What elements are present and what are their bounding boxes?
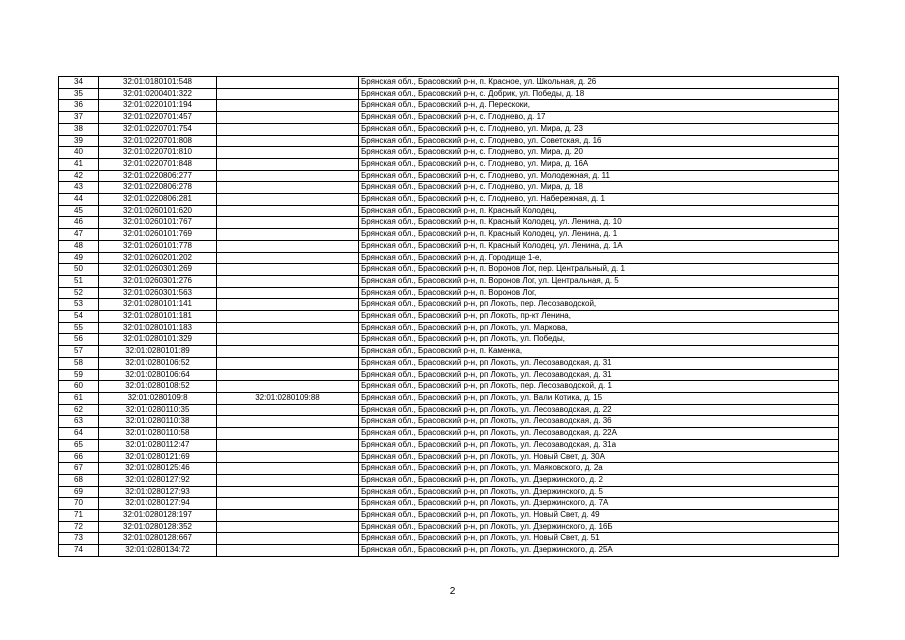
table-row	[59, 451, 839, 463]
page-number: 2	[449, 586, 456, 597]
row-number-cell: 49	[59, 252, 99, 264]
cadastral-number-cell: 32:01:0280110:58	[99, 428, 217, 440]
row-number-cell: 74	[59, 545, 99, 557]
row-number-cell: 66	[59, 451, 99, 463]
linked-cadastral-number-cell	[217, 88, 359, 100]
cadastral-number-cell: 32:01:0280101:89	[99, 346, 217, 358]
linked-cadastral-number-cell	[217, 439, 359, 451]
row-number-cell: 36	[59, 100, 99, 112]
address-cell: Брянская обл., Брасовский р-н, п. Красное, ул. Школьная, д. 26	[359, 77, 839, 89]
cadastral-number-cell: 32:01:0280101:183	[99, 322, 217, 334]
row-number-cell: 38	[59, 123, 99, 135]
row-number-cell: 45	[59, 205, 99, 217]
linked-cadastral-number-cell	[217, 287, 359, 299]
linked-cadastral-number-cell	[217, 123, 359, 135]
linked-cadastral-number-cell	[217, 182, 359, 194]
table-row	[59, 170, 839, 182]
row-number-cell: 72	[59, 521, 99, 533]
table-row	[59, 369, 839, 381]
address-cell: Брянская обл., Брасовский р-н, п. Красный Колодец, ул. Ленина, д. 10	[359, 217, 839, 229]
row-number-cell: 70	[59, 498, 99, 510]
cadastral-number-cell: 32:01:0280127:93	[99, 486, 217, 498]
row-number-cell: 71	[59, 510, 99, 522]
address-cell: Брянская обл., Брасовский р-н, рп Локоть, ул. Вали Котика, д. 15	[359, 392, 839, 404]
cadastral-number-cell: 32:01:0280127:92	[99, 474, 217, 486]
table-row	[59, 346, 839, 358]
linked-cadastral-number-cell	[217, 112, 359, 124]
table-row	[59, 311, 839, 323]
table-row	[59, 77, 839, 89]
linked-cadastral-number-cell	[217, 463, 359, 475]
linked-cadastral-number-cell	[217, 135, 359, 147]
address-cell: Брянская обл., Брасовский р-н, с. Добрик, ул. Победы, д. 18	[359, 88, 839, 100]
table-row	[59, 205, 839, 217]
address-cell: Брянская обл., Брасовский р-н, рп Локоть, ул. Лесозаводская, д. 31а	[359, 439, 839, 451]
linked-cadastral-number-cell	[217, 299, 359, 311]
cadastral-number-cell: 32:01:0260101:778	[99, 240, 217, 252]
cadastral-number-cell: 32:01:0180101:548	[99, 77, 217, 89]
linked-cadastral-number-cell	[217, 77, 359, 89]
linked-cadastral-number-cell	[217, 428, 359, 440]
address-cell: Брянская обл., Брасовский р-н, п. Воронов Лог,	[359, 287, 839, 299]
linked-cadastral-number-cell	[217, 334, 359, 346]
address-cell: Брянская обл., Брасовский р-н, рп Локоть, пер. Лесозаводской,	[359, 299, 839, 311]
property-table-body	[59, 77, 839, 557]
address-cell: Брянская обл., Брасовский р-н, с. Глоднево, ул. Молодежная, д. 11	[359, 170, 839, 182]
row-number-cell: 43	[59, 182, 99, 194]
table-row	[59, 428, 839, 440]
address-cell: Брянская обл., Брасовский р-н, рп Локоть, ул. Лесозаводская, д. 31	[359, 369, 839, 381]
linked-cadastral-number-cell	[217, 100, 359, 112]
cadastral-number-cell: 32:01:0280110:35	[99, 404, 217, 416]
row-number-cell: 58	[59, 357, 99, 369]
table-row	[59, 158, 839, 170]
cadastral-number-cell: 32:01:0280106:52	[99, 357, 217, 369]
row-number-cell: 41	[59, 158, 99, 170]
row-number-cell: 65	[59, 439, 99, 451]
linked-cadastral-number-cell	[217, 451, 359, 463]
cadastral-number-cell: 32:01:0280108:52	[99, 381, 217, 393]
linked-cadastral-number-cell	[217, 205, 359, 217]
linked-cadastral-number-cell	[217, 217, 359, 229]
address-cell: Брянская обл., Брасовский р-н, рп Локоть, ул. Дзержинского, д. 7А	[359, 498, 839, 510]
table-row	[59, 123, 839, 135]
table-row	[59, 88, 839, 100]
cadastral-number-cell: 32:01:0220701:457	[99, 112, 217, 124]
address-cell: Брянская обл., Брасовский р-н, рп Локоть, ул. Лесозаводская, д. 36	[359, 416, 839, 428]
table-row	[59, 474, 839, 486]
linked-cadastral-number-cell	[217, 533, 359, 545]
row-number-cell: 34	[59, 77, 99, 89]
table-row	[59, 334, 839, 346]
row-number-cell: 37	[59, 112, 99, 124]
linked-cadastral-number-cell	[217, 357, 359, 369]
row-number-cell: 67	[59, 463, 99, 475]
table-row	[59, 322, 839, 334]
linked-cadastral-number-cell	[217, 275, 359, 287]
cadastral-number-cell: 32:01:0260301:563	[99, 287, 217, 299]
row-number-cell: 39	[59, 135, 99, 147]
table-row	[59, 404, 839, 416]
row-number-cell: 50	[59, 264, 99, 276]
row-number-cell: 60	[59, 381, 99, 393]
row-number-cell: 56	[59, 334, 99, 346]
address-cell: Брянская обл., Брасовский р-н, п. Красный Колодец, ул. Ленина, д. 1А	[359, 240, 839, 252]
address-cell: Брянская обл., Брасовский р-н, д. Перескоки,	[359, 100, 839, 112]
table-row	[59, 100, 839, 112]
linked-cadastral-number-cell	[217, 486, 359, 498]
cadastral-number-cell: 32:01:0280127:94	[99, 498, 217, 510]
address-cell: Брянская обл., Брасовский р-н, с. Глоднево, ул. Мира, д. 23	[359, 123, 839, 135]
address-cell: Брянская обл., Брасовский р-н, с. Глоднево, ул. Мира, д. 16А	[359, 158, 839, 170]
linked-cadastral-number-cell	[217, 264, 359, 276]
table-row	[59, 416, 839, 428]
cadastral-number-cell: 32:01:0280128:197	[99, 510, 217, 522]
row-number-cell: 42	[59, 170, 99, 182]
cadastral-number-cell: 32:01:0260201:202	[99, 252, 217, 264]
cadastral-number-cell: 32:01:0220806:277	[99, 170, 217, 182]
cadastral-number-cell: 32:01:0220806:281	[99, 194, 217, 206]
row-number-cell: 54	[59, 311, 99, 323]
cadastral-number-cell: 32:01:0280106:64	[99, 369, 217, 381]
address-cell: Брянская обл., Брасовский р-н, рп Локоть, ул. Новый Свет, д. 49	[359, 510, 839, 522]
address-cell: Брянская обл., Брасовский р-н, п. Каменка,	[359, 346, 839, 358]
row-number-cell: 73	[59, 533, 99, 545]
table-row	[59, 112, 839, 124]
table-row	[59, 357, 839, 369]
linked-cadastral-number-cell	[217, 346, 359, 358]
address-cell: Брянская обл., Брасовский р-н, д. Городище 1-е,	[359, 252, 839, 264]
address-cell: Брянская обл., Брасовский р-н, рп Локоть, ул. Маркова,	[359, 322, 839, 334]
table-row	[59, 217, 839, 229]
table-row	[59, 381, 839, 393]
cadastral-number-cell: 32:01:0260101:767	[99, 217, 217, 229]
cadastral-number-cell: 32:01:0220701:754	[99, 123, 217, 135]
address-cell: Брянская обл., Брасовский р-н, рп Локоть, ул. Лесозаводская, д. 31	[359, 357, 839, 369]
cadastral-number-cell: 32:01:0260301:276	[99, 275, 217, 287]
address-cell: Брянская обл., Брасовский р-н, п. Красный Колодец, ул. Ленина, д. 1	[359, 229, 839, 241]
table-row	[59, 463, 839, 475]
address-cell: Брянская обл., Брасовский р-н, рп Локоть, ул. Дзержинского, д. 25А	[359, 545, 839, 557]
cadastral-number-cell: 32:01:0280101:181	[99, 311, 217, 323]
linked-cadastral-number-cell	[217, 404, 359, 416]
cadastral-number-cell: 32:01:0260101:620	[99, 205, 217, 217]
row-number-cell: 63	[59, 416, 99, 428]
row-number-cell: 59	[59, 369, 99, 381]
address-cell: Брянская обл., Брасовский р-н, рп Локоть, ул. Маяковского, д. 2а	[359, 463, 839, 475]
linked-cadastral-number-cell	[217, 252, 359, 264]
linked-cadastral-number-cell	[217, 474, 359, 486]
table-row	[59, 275, 839, 287]
row-number-cell: 46	[59, 217, 99, 229]
row-number-cell: 69	[59, 486, 99, 498]
row-number-cell: 57	[59, 346, 99, 358]
cadastral-number-cell: 32:01:0280121:69	[99, 451, 217, 463]
linked-cadastral-number-cell	[217, 147, 359, 159]
address-cell: Брянская обл., Брасовский р-н, п. Воронов Лог, ул. Центральная, д. 5	[359, 275, 839, 287]
row-number-cell: 55	[59, 322, 99, 334]
address-cell: Брянская обл., Брасовский р-н, с. Глоднево, ул. Мира, д. 18	[359, 182, 839, 194]
cadastral-number-cell: 32:01:0220701:808	[99, 135, 217, 147]
address-cell: Брянская обл., Брасовский р-н, рп Локоть, пер. Лесозаводской, д. 1	[359, 381, 839, 393]
row-number-cell: 47	[59, 229, 99, 241]
address-cell: Брянская обл., Брасовский р-н, рп Локоть, ул. Лесозаводская, д. 22А	[359, 428, 839, 440]
table-row	[59, 486, 839, 498]
linked-cadastral-number-cell	[217, 322, 359, 334]
cadastral-number-cell: 32:01:0280128:352	[99, 521, 217, 533]
linked-cadastral-number-cell	[217, 369, 359, 381]
row-number-cell: 64	[59, 428, 99, 440]
row-number-cell: 48	[59, 240, 99, 252]
cadastral-number-cell: 32:01:0220806:278	[99, 182, 217, 194]
cadastral-number-cell: 32:01:0280112:47	[99, 439, 217, 451]
row-number-cell: 52	[59, 287, 99, 299]
cadastral-number-cell: 32:01:0280110:38	[99, 416, 217, 428]
address-cell: Брянская обл., Брасовский р-н, с. Глоднево, ул. Советская, д. 16	[359, 135, 839, 147]
row-number-cell: 61	[59, 392, 99, 404]
table-row	[59, 229, 839, 241]
row-number-cell: 53	[59, 299, 99, 311]
table-row	[59, 264, 839, 276]
linked-cadastral-number-cell	[217, 416, 359, 428]
linked-cadastral-number-cell	[217, 510, 359, 522]
table-row	[59, 194, 839, 206]
table-row	[59, 510, 839, 522]
row-number-cell: 51	[59, 275, 99, 287]
linked-cadastral-number-cell: 32:01:0280109:88	[217, 392, 359, 404]
address-cell: Брянская обл., Брасовский р-н, п. Красный Колодец,	[359, 205, 839, 217]
table-row	[59, 299, 839, 311]
linked-cadastral-number-cell	[217, 240, 359, 252]
table-row	[59, 498, 839, 510]
linked-cadastral-number-cell	[217, 381, 359, 393]
linked-cadastral-number-cell	[217, 158, 359, 170]
cadastral-number-cell: 32:01:0280101:329	[99, 334, 217, 346]
row-number-cell: 40	[59, 147, 99, 159]
table-row	[59, 287, 839, 299]
linked-cadastral-number-cell	[217, 194, 359, 206]
linked-cadastral-number-cell	[217, 521, 359, 533]
address-cell: Брянская обл., Брасовский р-н, с. Глоднево, ул. Набережная, д. 1	[359, 194, 839, 206]
address-cell: Брянская обл., Брасовский р-н, с. Глоднево, ул. Мира, д. 20	[359, 147, 839, 159]
address-cell: Брянская обл., Брасовский р-н, рп Локоть, ул. Дзержинского, д. 2	[359, 474, 839, 486]
table-row	[59, 545, 839, 557]
linked-cadastral-number-cell	[217, 170, 359, 182]
cadastral-number-cell: 32:01:0280101:141	[99, 299, 217, 311]
cadastral-number-cell: 32:01:0280134:72	[99, 545, 217, 557]
cadastral-number-cell: 32:01:0200401:322	[99, 88, 217, 100]
table-row	[59, 392, 839, 404]
linked-cadastral-number-cell	[217, 311, 359, 323]
table-row	[59, 147, 839, 159]
address-cell: Брянская обл., Брасовский р-н, с. Глоднево, д. 17	[359, 112, 839, 124]
table-row	[59, 533, 839, 545]
cadastral-number-cell: 32:01:0260101:769	[99, 229, 217, 241]
cadastral-number-cell: 32:01:0280109:8	[99, 392, 217, 404]
address-cell: Брянская обл., Брасовский р-н, рп Локоть, ул. Лесозаводская, д. 22	[359, 404, 839, 416]
cadastral-number-cell: 32:01:0280125:46	[99, 463, 217, 475]
row-number-cell: 44	[59, 194, 99, 206]
table-row	[59, 439, 839, 451]
cadastral-number-cell: 32:01:0220701:810	[99, 147, 217, 159]
cadastral-number-cell: 32:01:0260301:269	[99, 264, 217, 276]
table-row	[59, 252, 839, 264]
property-table	[58, 76, 839, 557]
table-row	[59, 521, 839, 533]
address-cell: Брянская обл., Брасовский р-н, рп Локоть, ул. Дзержинского, д. 16Б	[359, 521, 839, 533]
address-cell: Брянская обл., Брасовский р-н, п. Воронов Лог, пер. Центральный, д. 1	[359, 264, 839, 276]
linked-cadastral-number-cell	[217, 229, 359, 241]
cadastral-number-cell: 32:01:0220101:194	[99, 100, 217, 112]
table-row	[59, 182, 839, 194]
row-number-cell: 62	[59, 404, 99, 416]
cadastral-number-cell: 32:01:0280128:667	[99, 533, 217, 545]
row-number-cell: 68	[59, 474, 99, 486]
cadastral-number-cell: 32:01:0220701:848	[99, 158, 217, 170]
address-cell: Брянская обл., Брасовский р-н, рп Локоть, ул. Новый Свет, д. 30А	[359, 451, 839, 463]
linked-cadastral-number-cell	[217, 545, 359, 557]
table-row	[59, 240, 839, 252]
address-cell: Брянская обл., Брасовский р-н, рп Локоть, пр-кт Ленина,	[359, 311, 839, 323]
table-row	[59, 135, 839, 147]
address-cell: Брянская обл., Брасовский р-н, рп Локоть, ул. Дзержинского, д. 5	[359, 486, 839, 498]
row-number-cell: 35	[59, 88, 99, 100]
linked-cadastral-number-cell	[217, 498, 359, 510]
address-cell: Брянская обл., Брасовский р-н, рп Локоть, ул. Победы,	[359, 334, 839, 346]
address-cell: Брянская обл., Брасовский р-н, рп Локоть, ул. Новый Свет, д. 51	[359, 533, 839, 545]
